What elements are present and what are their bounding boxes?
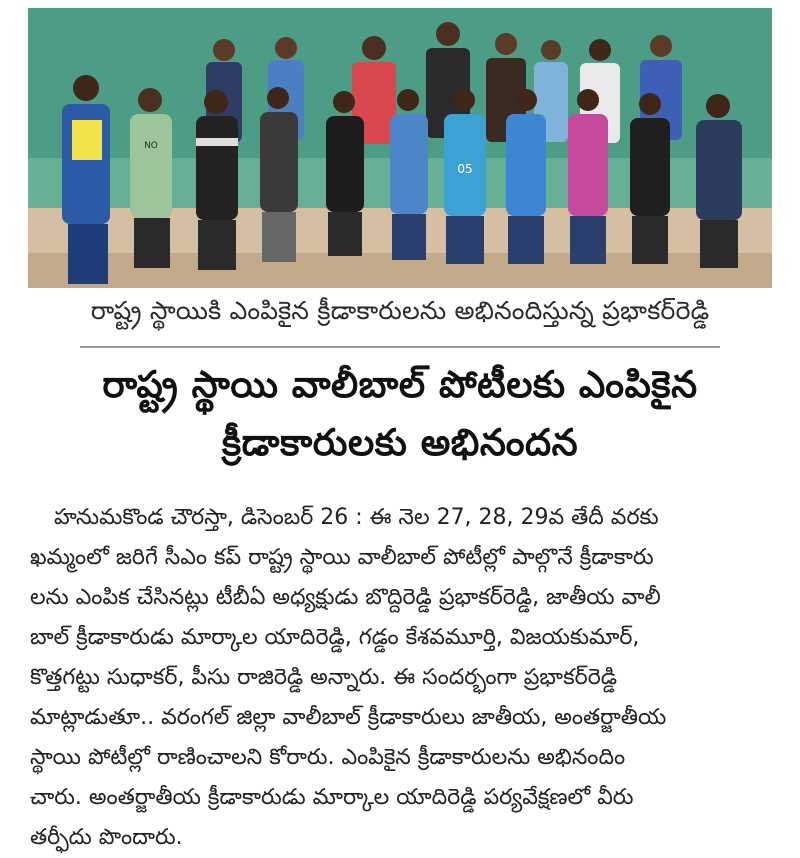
team-photo xyxy=(28,8,772,288)
body-line: మాట్లాడుతూ.. వరంగల్‌ జిల్లా వాలీబాల్‌ క్రీడాకారులు జాతీయ, అంతర్జాతీయ xyxy=(30,705,667,730)
headline-line-2: క్రీడాకారులకు అభినందన xyxy=(221,421,579,464)
headline xyxy=(30,356,770,472)
jersey-number: 05 xyxy=(457,162,473,176)
divider xyxy=(80,346,720,348)
body-line: బాల్‌ క్రీడాకారుడు మార్కాల యాదిరెడ్డి, గడ్డం కేశవమూర్తి, విజయకుమార్‌, xyxy=(30,625,640,650)
team-photo-illustration xyxy=(28,8,772,288)
body-line: కొత్తగట్టు సుధాకర్‌, పీసు రాజిరెడ్డి అన్నారు. ఈ సందర్భంగా ప్రభాకర్‌రెడ్డి xyxy=(30,665,618,690)
body-line: లను ఎంపిక చేసినట్లు టీబీఏ అధ్యక్షుడు బొద్దిరెడ్డి ప్రభాకర్‌రెడ్డి, జాతీయ వాలీ xyxy=(30,585,661,610)
body-line: హనుమకొండ చౌరస్తా, డిసెంబర్‌ 26 : ఈ నెల 27, 28, 29వ తేదీ వరకు xyxy=(54,505,659,530)
body-line: ఖమ్మంలో జరిగే సీఎం కప్‌ రాష్ట్ర స్థాయి వాలీబాల్‌ పోటీల్లో పాల్గొనే క్రీడాకారు xyxy=(30,545,654,570)
headline-line-1: రాష్ట్ర స్థాయి వాలీబాల్‌ పోటీలకు ఎంపికైన xyxy=(102,363,698,406)
body-line: స్థాయి పోటీల్లో రాణించాలని కోరారు. ఎంపికైన క్రీడాకారులను అభినందిం xyxy=(30,745,626,770)
body-line: చారు. అంతర్జాతీయ క్రీడాకారుడు మార్కాల యాదిరెడ్డి పర్యవేక్షణలో వీరు xyxy=(30,785,634,810)
photo-caption: రాష్ట్ర స్థాయికి ఎంపికైన క్రీడాకారులను అభినందిస్తున్న ప్రభాకర్‌రెడ్డి xyxy=(90,296,710,325)
body-line: తర్ఫీదు పొందారు. xyxy=(30,825,183,850)
article-body xyxy=(30,498,772,858)
shirt-text: NO xyxy=(144,141,158,151)
